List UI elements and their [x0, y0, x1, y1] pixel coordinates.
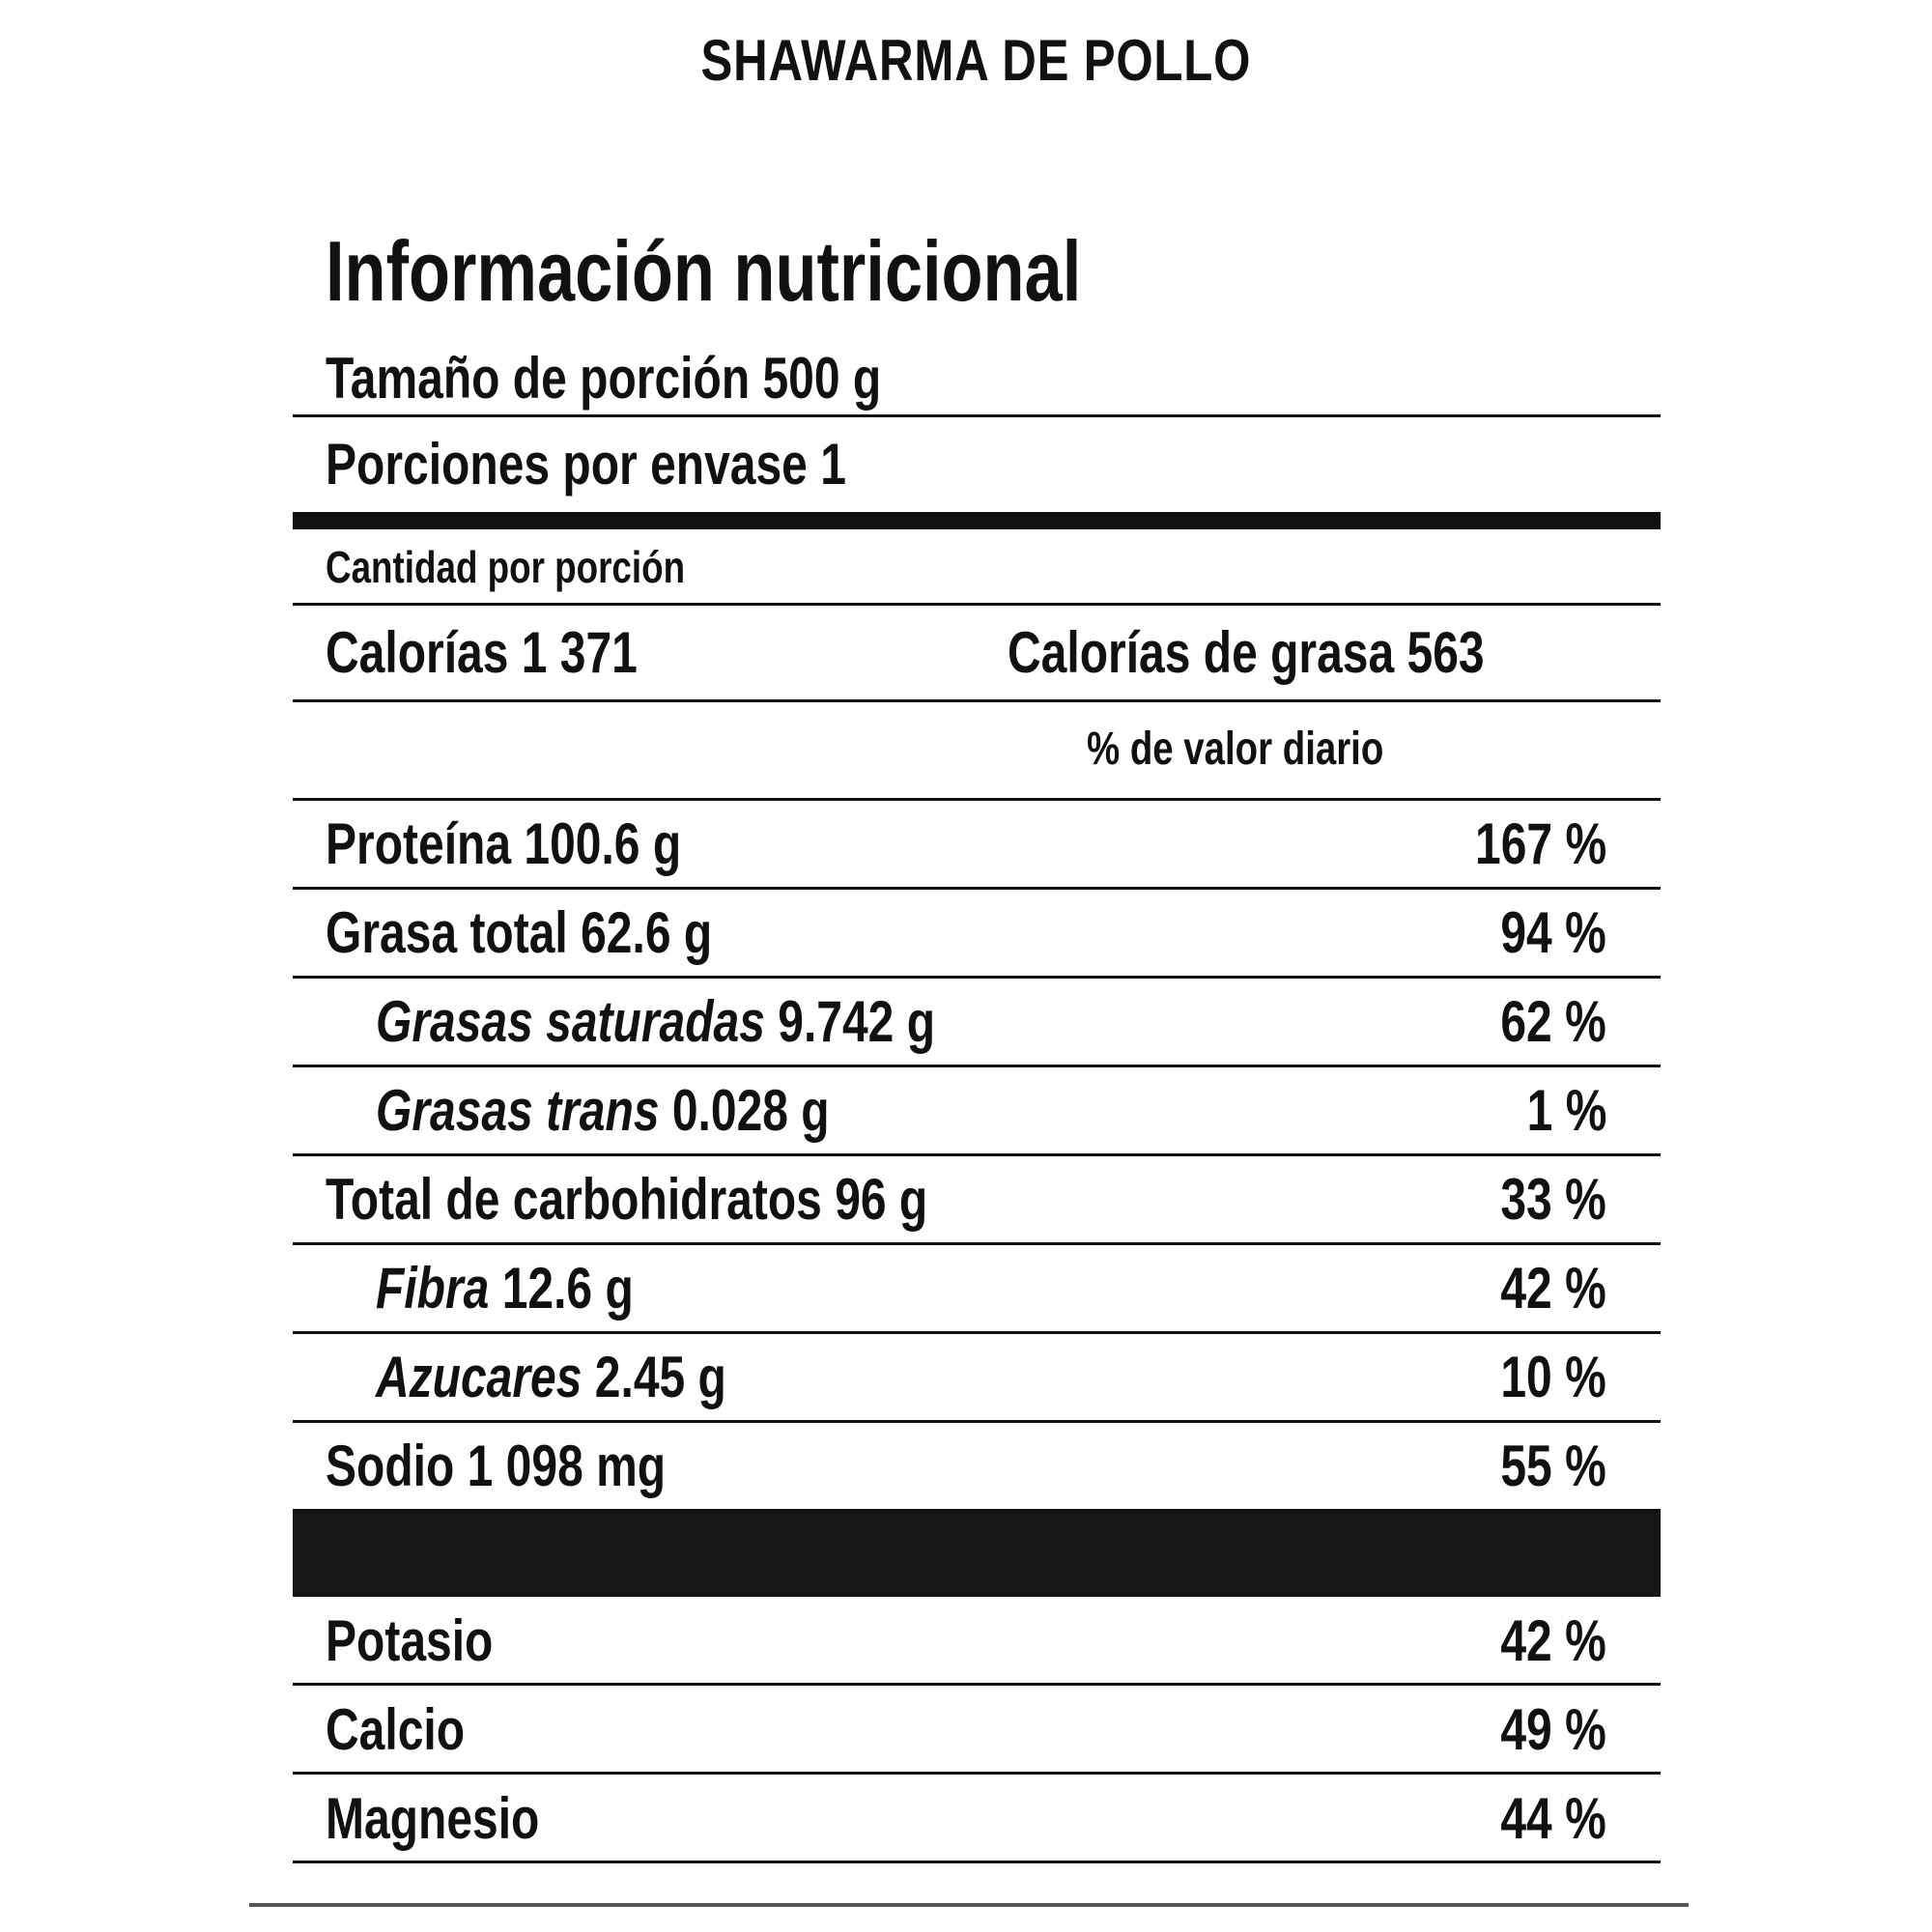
nutrient-label [376, 979, 935, 1065]
nutrient-daily-value-text: 42 % [1500, 1256, 1606, 1321]
calories-row [293, 606, 1661, 702]
product-title-text: SHAWARMA DE POLLO [700, 28, 1251, 93]
calories-from-fat [1008, 606, 1604, 700]
label-heading-text: Información nutricional [326, 223, 1082, 319]
nutrient-daily-value [1317, 801, 1606, 888]
nutrient-amount: 100.6 g [524, 811, 682, 876]
nutrient-name: Fibra [376, 1256, 490, 1321]
serving-size-row [293, 330, 1661, 417]
nutrient-amount: 2.45 g [594, 1345, 726, 1409]
nutrient-daily-value [1317, 1334, 1606, 1421]
nutrient-label [326, 890, 712, 977]
product-title [0, 27, 1932, 94]
daily-value-header-row [293, 702, 1661, 801]
thick-divider [293, 512, 1661, 529]
nutrient-amount: 1 098 mg [467, 1434, 667, 1498]
black-band-divider [293, 1512, 1661, 1597]
nutrient-row [293, 1423, 1661, 1512]
nutrient-daily-value-text: 55 % [1500, 1434, 1606, 1498]
daily-value-header [1087, 702, 1458, 797]
nutrient-daily-value-text: 94 % [1500, 900, 1606, 965]
nutrient-label [326, 1156, 927, 1243]
nutrient-list [293, 801, 1661, 1512]
nutrient-name: Grasas saturadas [376, 989, 765, 1054]
nutrient-row [293, 801, 1661, 890]
mineral-name: Magnesio [326, 1786, 540, 1851]
mineral-daily-value [1317, 1597, 1606, 1686]
daily-value-header-text: % de valor diario [1087, 724, 1384, 775]
servings-per-container-row [293, 417, 1661, 512]
nutrient-daily-value [1317, 1423, 1606, 1510]
nutrient-name: Proteína [326, 811, 512, 876]
nutrient-row [293, 890, 1661, 979]
amount-per-serving-row [293, 529, 1661, 606]
mineral-row [293, 1686, 1661, 1775]
mineral-row [293, 1597, 1661, 1686]
amount-per-serving-text: Cantidad por porción [326, 542, 686, 592]
nutrient-daily-value-text: 167 % [1474, 811, 1606, 876]
nutrient-name: Sodio [326, 1434, 455, 1498]
calories-from-fat-text: Calorías de grasa 563 [1008, 620, 1485, 685]
nutrient-label [376, 1245, 634, 1332]
mineral-list [293, 1597, 1661, 1863]
nutrient-amount: 62.6 g [581, 900, 713, 965]
nutrient-label [376, 1334, 726, 1421]
nutrient-name: Total de carbohidratos [326, 1167, 822, 1232]
nutrient-label [326, 1423, 666, 1510]
nutrient-daily-value-text: 62 % [1500, 989, 1606, 1054]
nutrient-daily-value-text: 1 % [1526, 1078, 1606, 1143]
label-heading [293, 213, 1661, 330]
nutrition-facts-label [293, 213, 1661, 1863]
mineral-name: Potasio [326, 1608, 494, 1673]
nutrient-row [293, 1067, 1661, 1156]
nutrient-amount: 12.6 g [501, 1256, 634, 1321]
servings-per-container-text: Porciones por envase 1 [326, 432, 846, 497]
nutrient-label [326, 801, 681, 888]
nutrient-row [293, 1245, 1661, 1334]
bottom-rule [249, 1903, 1689, 1907]
calories-text: Calorías 1 371 [326, 620, 638, 685]
nutrient-daily-value-text: 10 % [1500, 1345, 1606, 1409]
nutrient-name: Grasa total [326, 900, 568, 965]
mineral-daily-value-text: 49 % [1500, 1697, 1606, 1762]
nutrient-label [376, 1067, 830, 1154]
nutrient-daily-value [1317, 1067, 1606, 1154]
mineral-row [293, 1775, 1661, 1863]
nutrient-row [293, 1334, 1661, 1423]
nutrient-row [293, 979, 1661, 1067]
nutrient-daily-value [1317, 1245, 1606, 1332]
mineral-daily-value [1317, 1775, 1606, 1863]
mineral-daily-value-text: 44 % [1500, 1786, 1606, 1851]
nutrient-daily-value-text: 33 % [1500, 1167, 1606, 1232]
nutrient-daily-value [1317, 1156, 1606, 1243]
nutrient-daily-value [1317, 979, 1606, 1065]
mineral-name: Calcio [326, 1697, 466, 1762]
nutrient-amount: 96 g [835, 1167, 928, 1232]
serving-size-text: Tamaño de porción 500 g [326, 346, 882, 411]
nutrient-amount: 9.742 g [778, 989, 936, 1054]
mineral-daily-value-text: 42 % [1500, 1608, 1606, 1673]
nutrient-daily-value [1317, 890, 1606, 977]
nutrient-row [293, 1156, 1661, 1245]
nutrient-name: Azucares [376, 1345, 582, 1409]
mineral-daily-value [1317, 1686, 1606, 1775]
nutrient-name: Grasas trans [376, 1078, 660, 1143]
nutrient-amount: 0.028 g [671, 1078, 830, 1143]
